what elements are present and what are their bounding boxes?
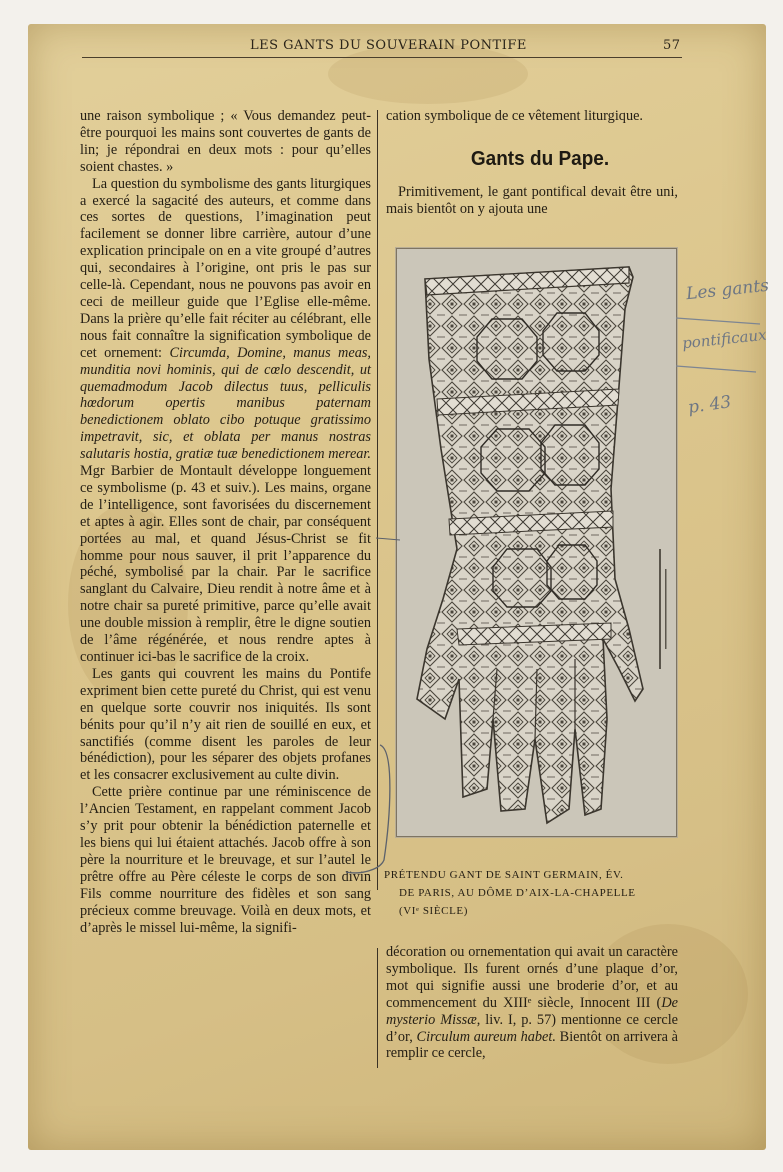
handwritten-note: pontificaux [681,325,768,353]
handwritten-note: p. 43 [686,392,733,418]
right-column-bottom: décoration ou ornementation qui avait un caractère symbolique. Ils furent ornés d’une plaque d’or, mot qui signifie aussi une broderie d’or, et au commencement du XIIIᵉ siècle, Innocent III (De mysterio Missæ, liv. I, p. 57) mentionne ce cercle d’or, Circulum aureum habet. Bientôt on arrivera à remplir ce cercle, [386,944,679,1062]
right-column-top-text: cation symbolique de ce vêtement liturgique. [386,108,644,124]
paragraph: La question du symbolisme des gants liturgiques a exercé la sagacité des auteurs, et comme dans ces sortes de questions, l’imagination peut facilement se donner libre carrière, autour d’une explication principale on en a vite groupé d’autres qui, secondaires à l’origine, ont pris le pas sur celle-là. Cependant, nous ne pouvons pas avoir en ceci de meilleur guide que l’Eglise elle-même. Dans la prière qu’elle fait réciter au célébrant, elle nous fait connaître la signification symbolique de cet ornement: Circumda, Domine, manus meas, munditia novi hominis, qui de cœlo descendit, ut quemadmodum Jacob dilectus tuus, pelliculis hœdorum opertis manibus paternam benedictionem oblato cibo potuque gratissimo impetravit, sic, et oblata per manus nostras salutaris hostia, gratiæ tuæ benedictionem merear. Mgr Barbier de Montault développe longuement ce symbolisme (p. 43 et suiv.). Les mains, organe de l’intelligence, sont favorisées du discernement et aptes à agir. Elles sont de chair, par conséquent portées au mal, et quand Jésus-Christ se fit homme pour nous sauver, il prit l’apparence du péché, symbolisé par la chair. Par le sacrifice sanglant du Calvaire, Dieu rendit à notre âme et à notre chair sa pureté primitive, parce qu’elle avait une double mission à remplir, être le digne soutien de l’âme régénérée, et nous rendre aptes à continuer ici-bas le sacrifice de la croix. [80,175,371,665]
paragraph: une raison symbolique ; « Vous demandez peut-être pourquoi les mains sont couvertes de gants de lin; je répondrai en deux mots : pour qu’elles soient chastes. » [80,108,371,175]
running-title: LES GANTS DU SOUVERAIN PONTIFE [250,38,527,53]
left-column [80,108,371,936]
paragraph: Les gants qui couvrent les mains du Pontife expriment bien cette pureté du Christ, qui est venu en quelque sorte couvrir nos iniquités. Ils sont bénits pour qu’il n’y ait rien de souillé en eux, et sanctifiés (comme disent les paroles de leur bénédiction), pour les séparer des objets profanes et les consacrer exclusivement au culte divin. [80,665,371,784]
pencil-marks [670,300,770,390]
page-number: 57 [663,38,681,53]
handwritten-note: Les gants [685,275,770,305]
paragraph: Cette prière continue par une réminiscence de l’Ancien Testament, en rappelant comment Jacob s’y prit pour obtenir la bénédiction paternelle et les biens qui lui étaient attachés. Jacob offre à son père la nourriture et le breuvage, et sur l’autel le prêtre offre au Père céleste le corps de son divin Fils comme nourriture des fidèles et son sang précieux comme breuvage. Voilà en deux mots, et d’après le missel lui-même, la signifi- [80,784,371,936]
section-heading: Gants du Pape. [470,148,610,171]
header-rule [82,57,682,58]
right-column-intro: Primitivement, le gant pontifical devait être uni, mais bientôt on y ajouta une [386,184,678,217]
pencil-bracket [340,520,400,880]
figure-caption: PRÉTENDU GANT DE SAINT GERMAIN, ÉV. DE PARIS, AU DÔME D’AIX-LA-CHAPELLE (VIᵉ SIÈCLE) [384,869,636,917]
glove-illustration [397,249,676,836]
glove-engraving [396,248,677,837]
column-separator-bottom [377,948,378,1068]
